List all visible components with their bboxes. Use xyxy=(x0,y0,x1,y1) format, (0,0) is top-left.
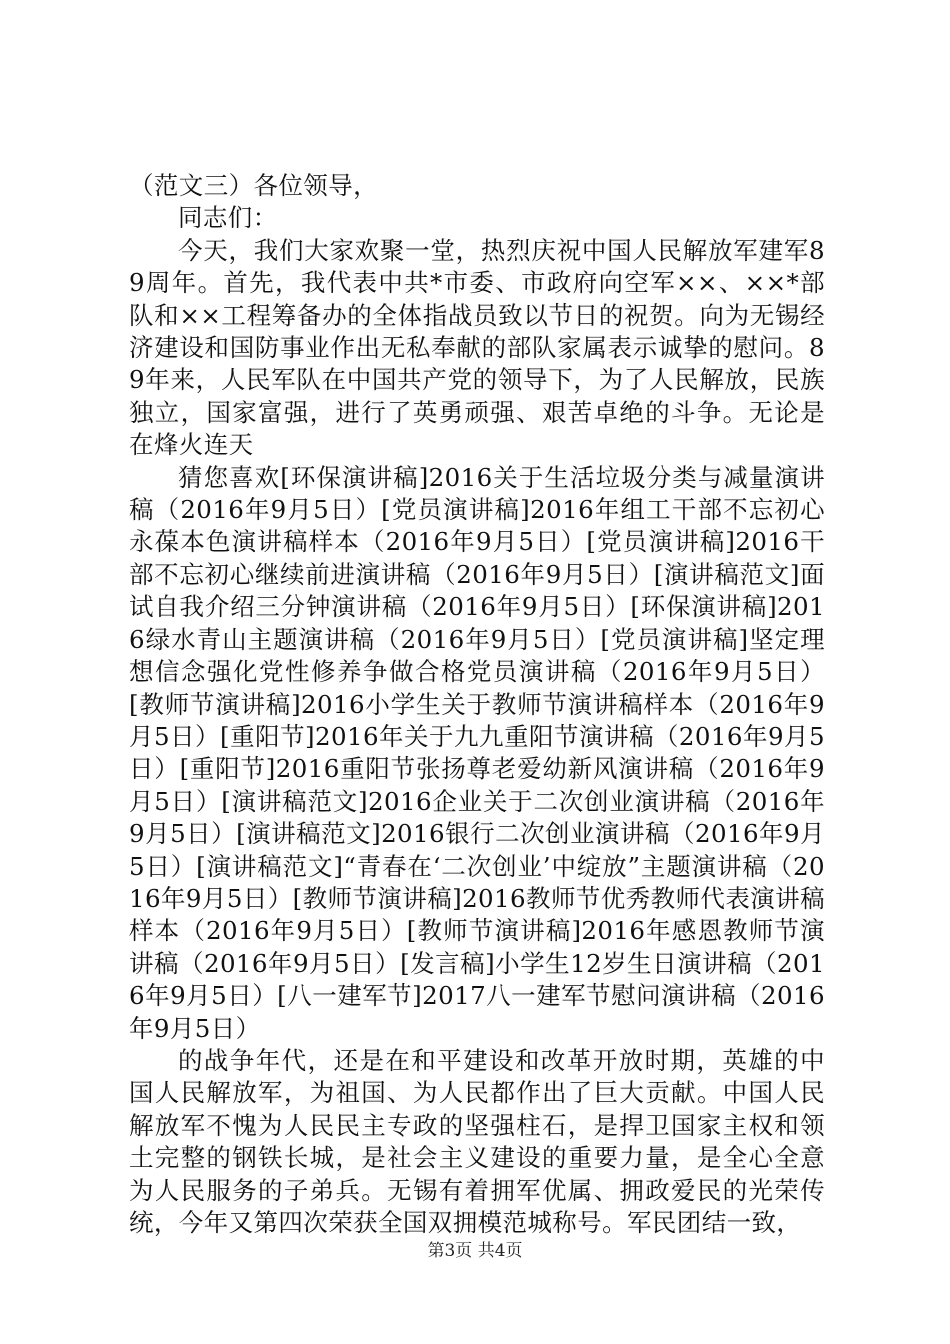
paragraph-related-links: 猜您喜欢[环保演讲稿]2016关于生活垃圾分类与减量演讲稿（2016年9月5日）[党员演讲稿]2016年组工干部不忘初心永葆本色演讲稿样本（2016年9月5日）[党员演讲稿]2016干部不忘初心继续前进演讲稿（2016年9月5日）[演讲稿范文]面试自我介绍三分钟演讲稿（2016年9月5日）[环保演讲稿]2016绿水青山主题演讲稿（2016年9月5日）[党员演讲稿]坚定理想信念强化党性修养争做合格党员演讲稿（2016年9月5日）[教师节演讲稿]2016小学生关于教师节演讲稿样本（2016年9月5日）[重阳节]2016年关于九九重阳节演讲稿（2016年9月5日）[重阳节]2016重阳节张扬尊老爱幼新风演讲稿（2016年9月5日）[演讲稿范文]2016企业关于二次创业演讲稿（2016年9月5日）[演讲稿范文]2016银行二次创业演讲稿（2016年9月5日）[演讲稿范文]“青春在‘二次创业’中绽放”主题演讲稿（2016年9月5日）[教师节演讲稿]2016教师节优秀教师代表演讲稿样本（2016年9月5日）[教师节演讲稿]2016年感恩教师节演讲稿（2016年9月5日）[发言稿]小学生12岁生日演讲稿（2016年9月5日）[八一建军节]2017八一建军节慰问演讲稿（2016年9月5日） xyxy=(129,462,825,1043)
paragraph-opening: 今天，我们大家欢聚一堂，热烈庆祝中国人民解放军建军89周年。首先，我代表中共*市委、市政府向空军××、××*部队和××工程筹备办的全体指战员致以节日的祝贺。向为无锡经济建设和国防事业作出无私奉献的部队家属表示诚挚的慰问。89年来，人民军队在中国共产党的领导下，为了人民解放，民族独立，国家富强，进行了英勇顽强、艰苦卓绝的斗争。无论是在烽火连天 xyxy=(129,235,825,460)
page-number-footer: 第3页 共4页 xyxy=(427,1241,523,1261)
document-body xyxy=(129,170,825,1239)
paragraph-continuation: 的战争年代，还是在和平建设和改革开放时期，英雄的中国人民解放军，为祖国、为人民都作出了巨大贡献。中国人民解放军不愧为人民民主专政的坚强柱石，是捍卫国家主权和领土完整的钢铁长城，是社会主义建设的重要力量，是全心全意为人民服务的子弟兵。无锡有着拥军优属、拥政爱民的光荣传统，今年又第四次荣获全国双拥模范城称号。军民团结一致， xyxy=(129,1045,825,1237)
paragraph-greeting: 同志们： xyxy=(178,203,278,233)
paragraph-salutation: （范文三）各位领导， xyxy=(129,171,378,200)
